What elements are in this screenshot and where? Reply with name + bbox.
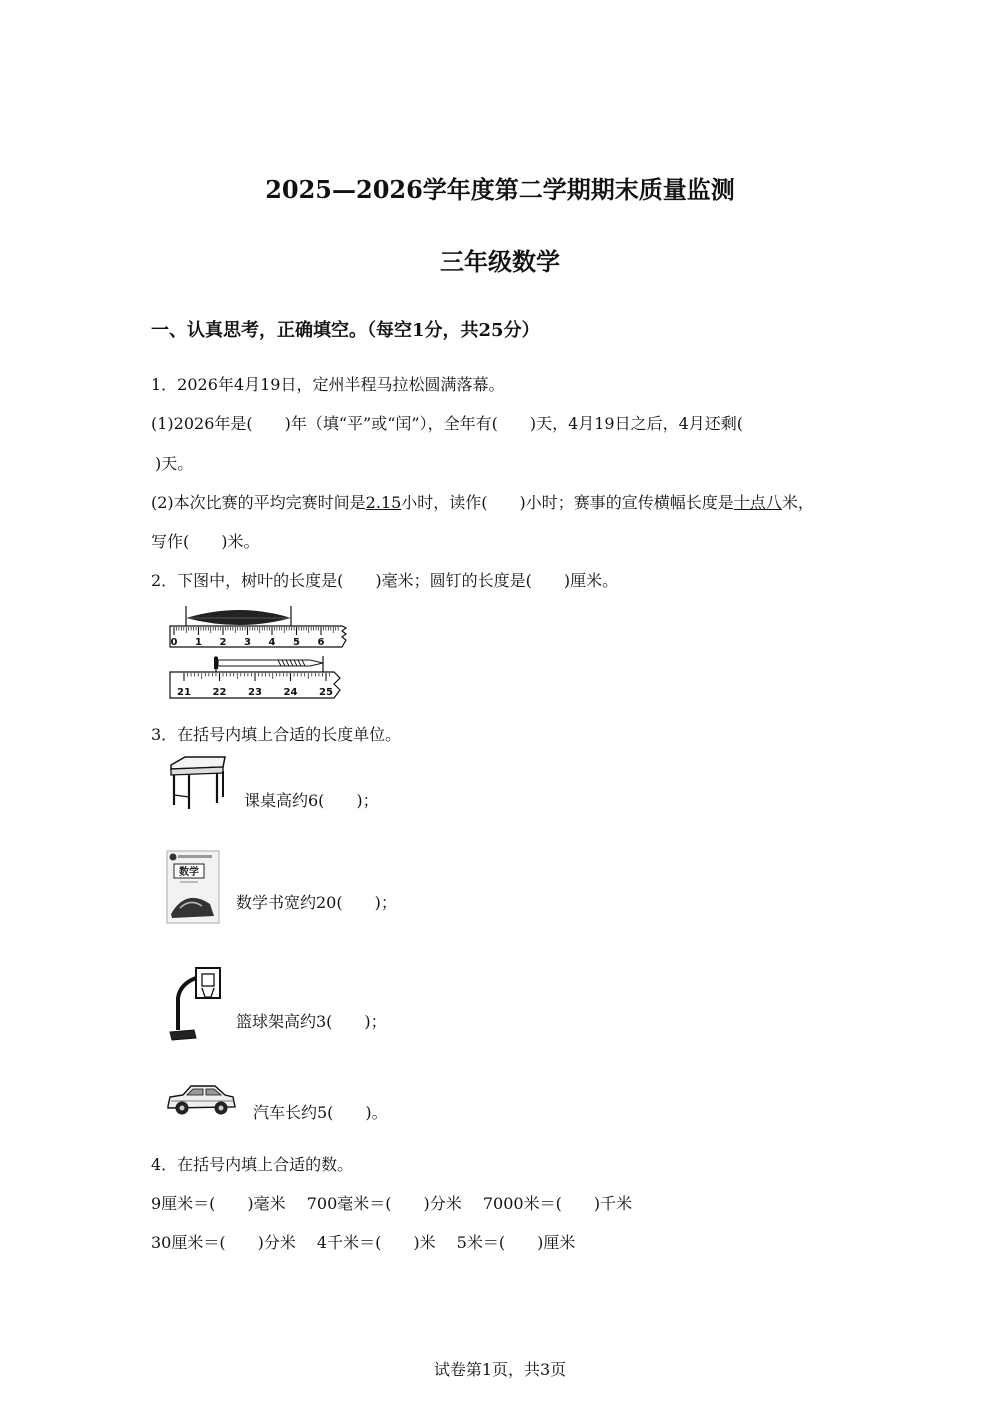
question-1-part-1: (1)2026年是( )年（填“平”或“闰”），全年有( )天，4月19日之后，4月还剩( xyxy=(151,414,744,433)
question-1-part-1-cont: )天。 xyxy=(155,454,194,473)
ruler-figure xyxy=(160,600,360,702)
ruler-2-label: 21 xyxy=(177,687,191,698)
q1-part2-text-a: (2)本次比赛的平均完赛时间是 xyxy=(151,493,366,512)
question-4-row-1: 9厘米＝( )毫米 700毫米＝( )分米 7000米＝( )千米 xyxy=(151,1194,633,1213)
basketball-hoop-item-text: 篮球架高约3( )； xyxy=(236,1012,387,1031)
q1-part2-text-c: 米， xyxy=(781,493,814,512)
q1-part2-text-b: 小时，读作( )小时；赛事的宣传横幅长度是 xyxy=(401,493,734,512)
math-book-item-text: 数学书宽约20( )； xyxy=(236,893,397,912)
ruler-2-label: 25 xyxy=(319,687,333,698)
q1-part2-number: 2.15 xyxy=(365,493,402,512)
ruler-2 xyxy=(170,672,340,698)
page-footer: 试卷第1页，共3页 xyxy=(433,1360,567,1379)
section-heading: 一、认真思考，正确填空。（每空1分，共25分） xyxy=(151,320,540,341)
ruler-2-label: 23 xyxy=(248,687,262,698)
question-1-part-2 xyxy=(151,490,814,513)
math-book-icon xyxy=(166,850,220,924)
ruler-2-label: 22 xyxy=(212,687,227,698)
question-4-row-2: 30厘米＝( )分米 4千米＝( )米 5米＝( )厘米 xyxy=(151,1233,576,1252)
question-1-part-2-cont: 写作( )米。 xyxy=(151,532,260,551)
ruler-1-label: 6 xyxy=(317,637,325,648)
desk-item-text: 课桌高约6( )； xyxy=(244,791,379,810)
car-item-text: 汽车长约5( )。 xyxy=(253,1103,388,1122)
ruler-1-label: 1 xyxy=(195,637,202,648)
page-subtitle: 三年级数学 xyxy=(440,247,560,276)
question-1-stem: 1．2026年4月19日，定州半程马拉松圆满落幕。 xyxy=(151,375,505,394)
ruler-1-label: 4 xyxy=(268,637,276,648)
ruler-1-label: 2 xyxy=(219,637,227,648)
ruler-1 xyxy=(170,626,346,648)
question-4-stem: 4．在括号内填上合适的数。 xyxy=(151,1155,354,1174)
math-book-label: 数学 xyxy=(179,867,199,878)
question-3-stem: 3．在括号内填上合适的长度单位。 xyxy=(151,725,402,744)
nail-icon xyxy=(214,656,323,672)
desk-icon xyxy=(165,755,229,813)
ruler-1-label: 5 xyxy=(293,637,300,648)
page-title: 2025—2026学年度第二学期期末质量监测 xyxy=(265,175,735,204)
ruler-1-label: 0 xyxy=(170,637,178,648)
q1-part2-words: 十点八 xyxy=(733,493,782,512)
car-icon xyxy=(165,1080,237,1120)
question-2-stem: 2．下图中，树叶的长度是( )毫米；圆钉的长度是( )厘米。 xyxy=(151,571,619,590)
ruler-2-label: 24 xyxy=(283,687,298,698)
basketball-hoop-icon xyxy=(166,964,222,1044)
ruler-1-label: 3 xyxy=(244,637,251,648)
